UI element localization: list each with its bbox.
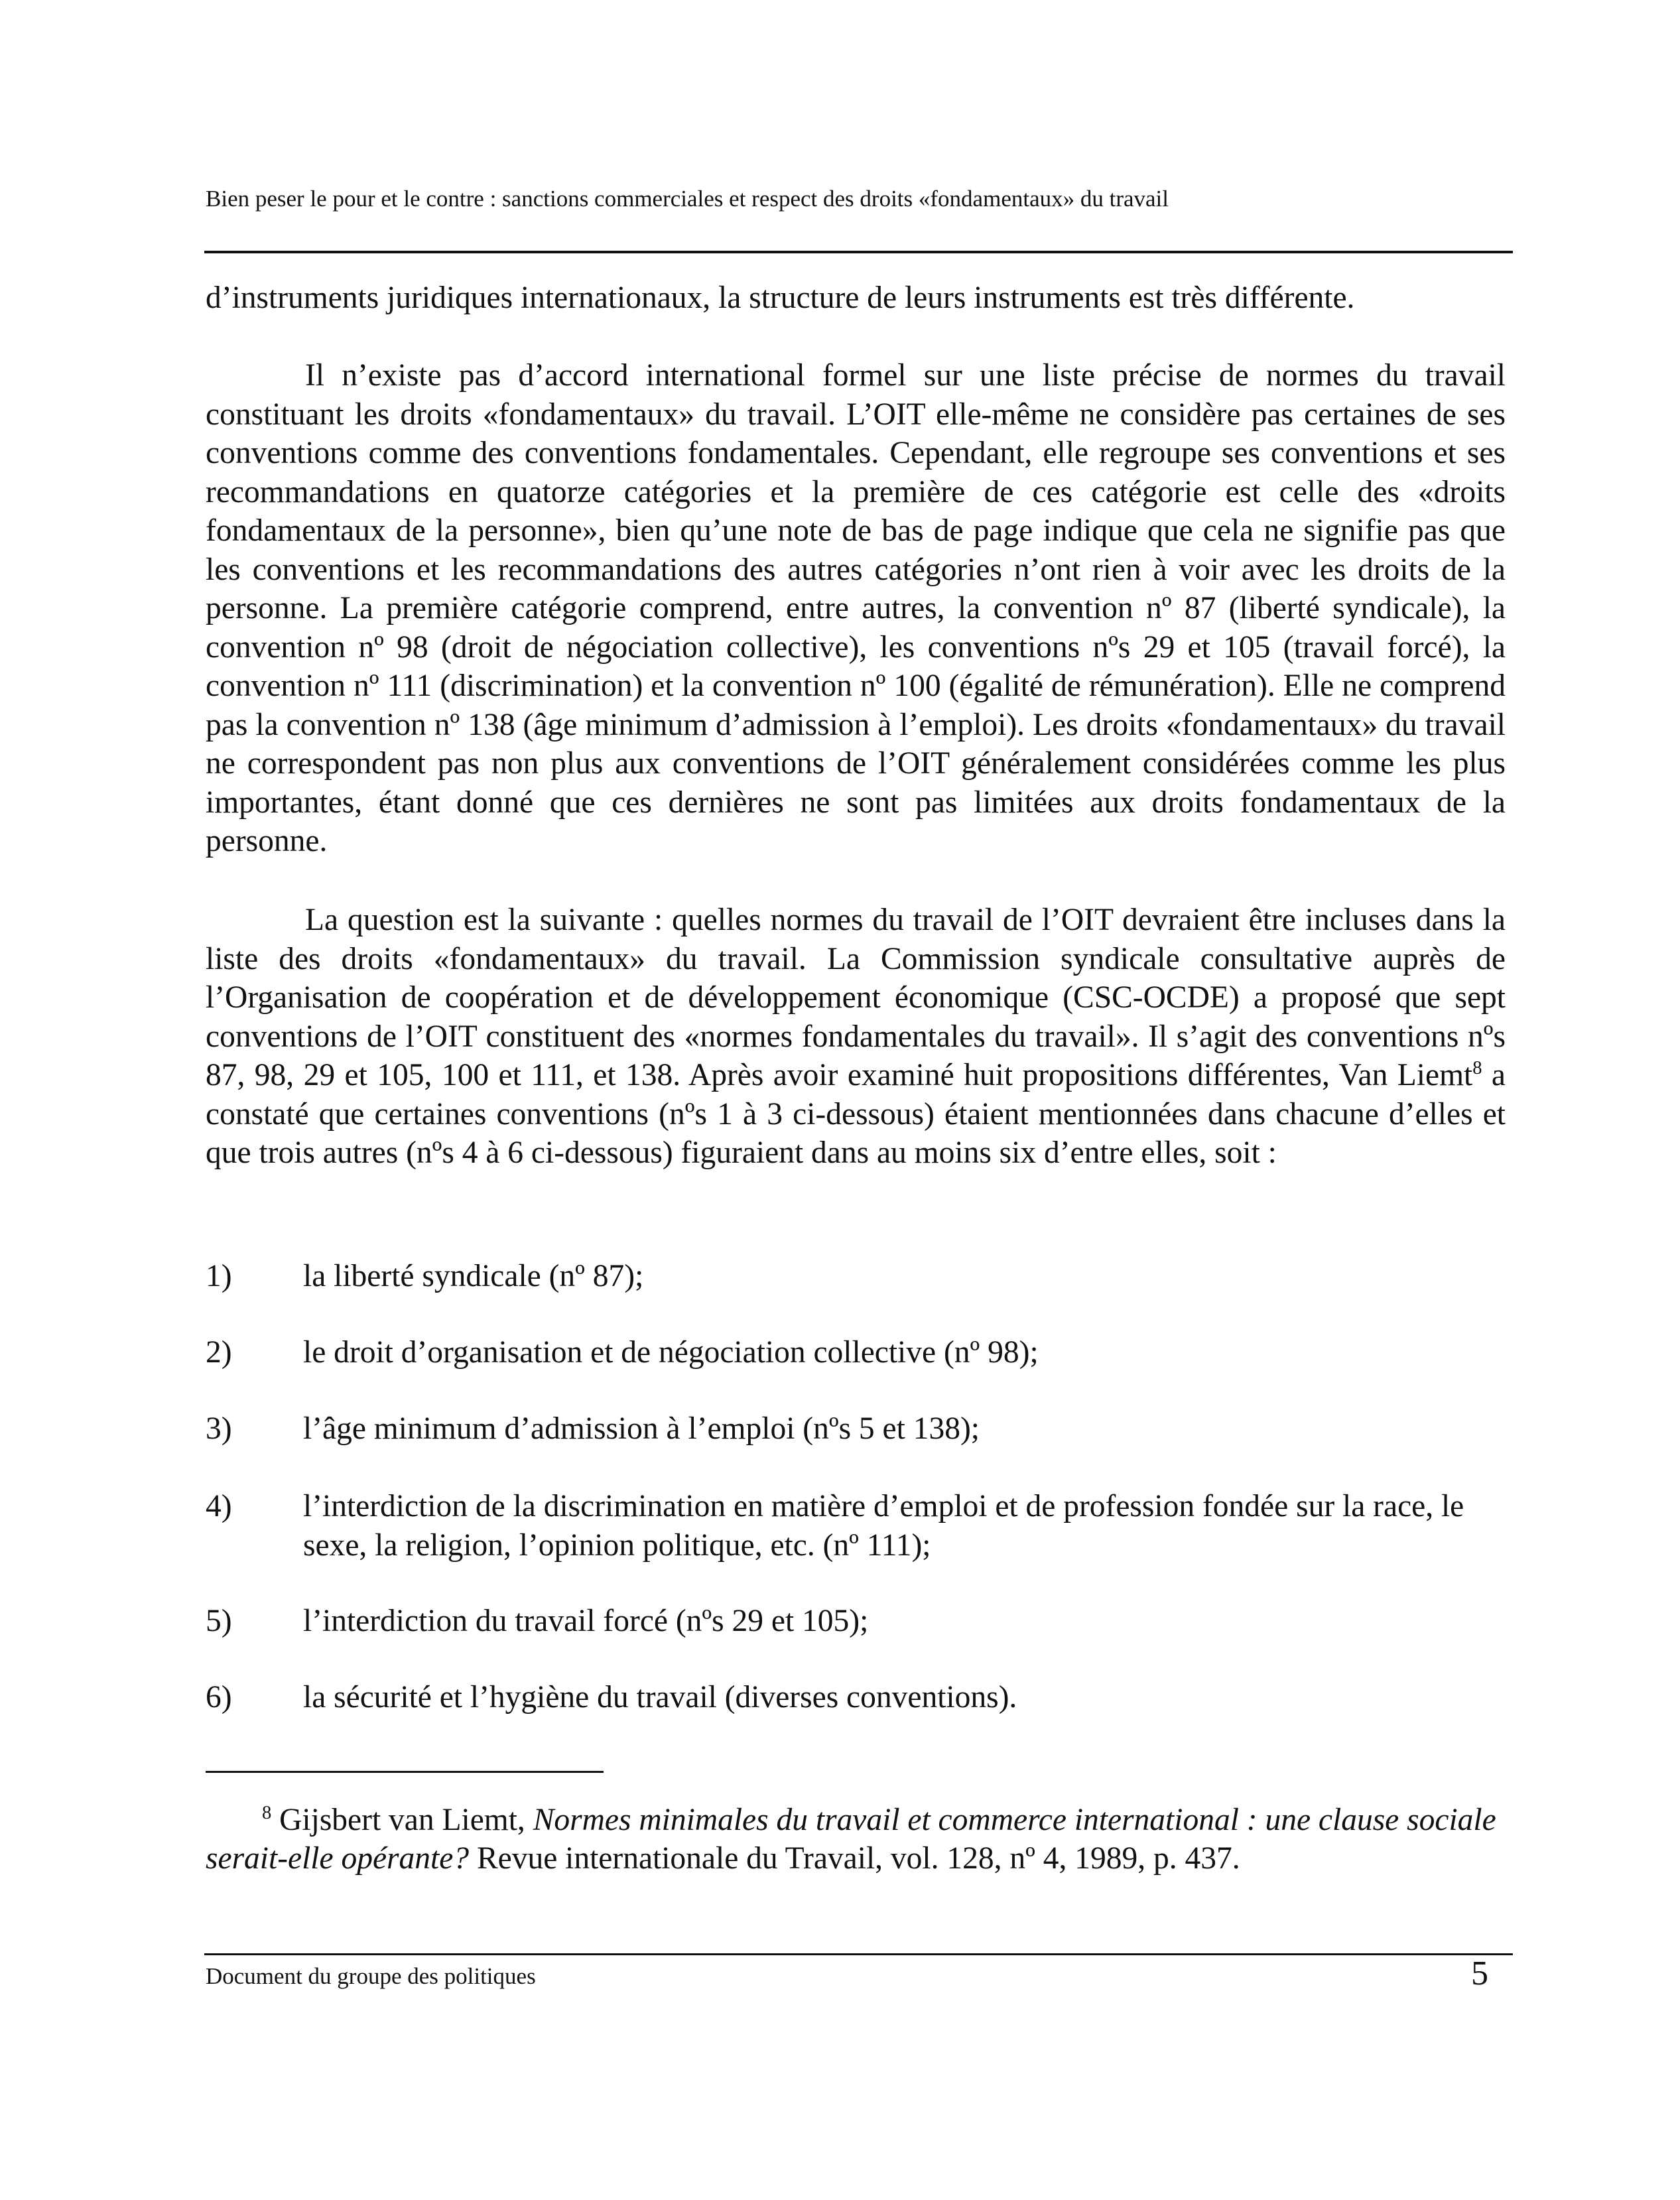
list-item-number: 4) xyxy=(206,1489,232,1523)
footer-publication: Document du groupe des politiques xyxy=(206,1963,536,1989)
footnote-author: Gijsbert van Liemt, xyxy=(271,1803,533,1837)
list-item-number: 6) xyxy=(206,1680,232,1715)
list-item-text: la liberté syndicale (nº 87); xyxy=(303,1259,644,1293)
footnote-marker: 8 xyxy=(262,1803,272,1824)
list-item-text: le droit d’organisation et de négociation collective (nº 98); xyxy=(303,1335,1039,1370)
header-rule xyxy=(204,251,1513,253)
page-number: 5 xyxy=(1471,1955,1488,1992)
list-item-number: 5) xyxy=(206,1604,232,1638)
footnote xyxy=(206,1801,1506,1878)
list-item-number: 2) xyxy=(206,1335,232,1370)
paragraph-1-text: Il n’existe pas d’accord international formel sur une liste précise de normes du travail constituant les droits «fondamentaux» du travail. L’OIT elle-même ne considère pas certaines de ses conventions comme des conventions fondamentales. Cependant, elle regroupe ses conventions et ses recommandations en quatorze catégories et la première de ces catégorie est celle des «droits fondamentaux de la personne», bien qu’une note de bas de page indique que cela ne signifie pas que les conventions et les recommandations des autres catégories n’ont rien à voir avec les droits de la personne. La première catégorie comprend, entre autres, la convention nº 87 (liberté syndicale), la convention nº 98 (droit de négociation collective), les conventions nºs 29 et 105 (travail forcé), la convention nº 111 (discrimination) et la convention nº 100 (égalité de rémunération). Elle ne comprend pas la convention nº 138 (âge minimum d’admission à l’emploi). Les droits «fondamentaux» du travail ne correspondent pas non plus aux conventions de l’OIT généralement considérées comme les plus importantes, étant donné que ces dernières ne sont pas limitées aux droits fondamentaux de la personne. xyxy=(206,358,1506,858)
continuation-line: d’instruments juridiques internationaux, la structure de leurs instruments est très différente. xyxy=(206,281,1355,315)
list-item-text: l’âge minimum d’admission à l’emploi (nºs 5 et 138); xyxy=(303,1411,980,1446)
footnote-separator xyxy=(206,1771,604,1773)
footer-rule xyxy=(204,1953,1513,1955)
footnote-source: Revue internationale du Travail, vol. 128, nº 4, 1989, p. 437. xyxy=(469,1841,1240,1876)
footnote-title: Normes minimales du travail et commerce international : une clause sociale serait-elle opérante? xyxy=(206,1803,1496,1876)
footnote-reference[interactable]: 8 xyxy=(1472,1058,1482,1079)
paragraph-1 xyxy=(206,356,1506,861)
list-item-text: l’interdiction de la discrimination en matière d’emploi et de profession fondée sur la race, le sexe, la religion, l’opinion politique, etc. (nº 111); xyxy=(303,1489,1464,1563)
paragraph-2-text-a: La question est la suivante : quelles normes du travail de l’OIT devraient être incluses dans la liste des droits «fondamentaux» du travail. La Commission syndicale consultative auprès de l’Organisation de coopération et de développement économique (CSC-OCDE) a proposé que sept conventions de l’OIT constituent des «normes fondamentales du travail». Il s’agit des conventions nºs 87, 98, 29 et 105, 100 et 111, et 138. Après avoir examiné huit propositions différentes, Van Liemt xyxy=(206,903,1506,1092)
list-item-text: la sécurité et l’hygiène du travail (diverses conventions). xyxy=(303,1680,1017,1715)
list-item-number: 1) xyxy=(206,1259,232,1293)
list-item-text: l’interdiction du travail forcé (nºs 29 et 105); xyxy=(303,1604,869,1638)
running-header: Bien peser le pour et le contre : sanctions commerciales et respect des droits «fondamentaux» du travail xyxy=(206,186,1169,212)
list-item-number: 3) xyxy=(206,1411,232,1446)
paragraph-2 xyxy=(206,901,1506,1173)
paragraph-2-text-b: a constaté que certaines conventions (nºs 1 à 3 ci-dessous) étaient mentionnées dans chacune d’elles et que trois autres (nºs 4 à 6 ci-dessous) figuraient dans au moins six d’entre elles, soit : xyxy=(206,1058,1506,1170)
